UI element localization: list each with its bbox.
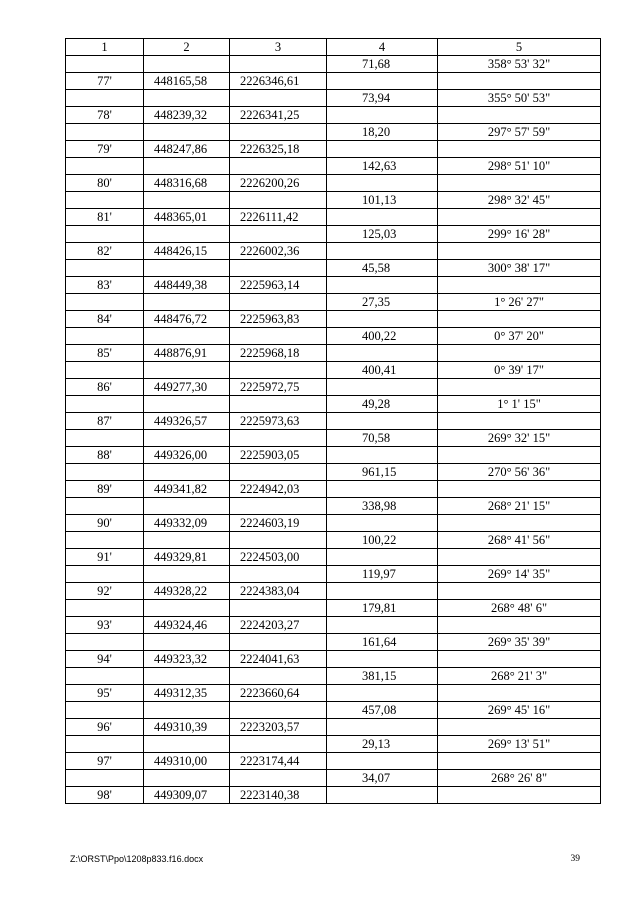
footer-page-number: 39 bbox=[570, 854, 580, 864]
x-coordinate-cell: 449341,82 bbox=[144, 481, 230, 498]
x-coordinate-cell: 449312,35 bbox=[144, 685, 230, 702]
y-coordinate-cell bbox=[230, 634, 327, 651]
point-id-cell bbox=[66, 736, 144, 753]
bearing-cell: 270° 56' 36" bbox=[438, 464, 601, 481]
point-id-cell bbox=[66, 770, 144, 787]
y-coordinate-cell: 2225903,05 bbox=[230, 447, 327, 464]
bearing-cell: 1° 1' 15" bbox=[438, 396, 601, 413]
y-coordinate-cell bbox=[230, 226, 327, 243]
point-id-cell bbox=[66, 430, 144, 447]
x-coordinate-cell bbox=[144, 192, 230, 209]
y-coordinate-cell: 2225972,75 bbox=[230, 379, 327, 396]
bearing-cell: 268° 21' 15" bbox=[438, 498, 601, 515]
distance-cell bbox=[327, 379, 438, 396]
point-id-cell bbox=[66, 498, 144, 515]
bearing-cell bbox=[438, 685, 601, 702]
bearing-cell: 269° 14' 35" bbox=[438, 566, 601, 583]
y-coordinate-cell: 2224942,03 bbox=[230, 481, 327, 498]
x-coordinate-cell: 449310,39 bbox=[144, 719, 230, 736]
point-id-cell: 89' bbox=[66, 481, 144, 498]
bearing-cell: 268° 21' 3" bbox=[438, 668, 601, 685]
table-row bbox=[66, 447, 601, 464]
point-id-cell: 92' bbox=[66, 583, 144, 600]
bearing-cell: 269° 35' 39" bbox=[438, 634, 601, 651]
x-coordinate-cell bbox=[144, 226, 230, 243]
bearing-cell bbox=[438, 515, 601, 532]
y-coordinate-cell bbox=[230, 770, 327, 787]
distance-cell: 29,13 bbox=[327, 736, 438, 753]
table-row bbox=[66, 226, 601, 243]
y-coordinate-cell: 2225973,63 bbox=[230, 413, 327, 430]
distance-cell bbox=[327, 617, 438, 634]
bearing-cell: 269° 32' 15" bbox=[438, 430, 601, 447]
y-coordinate-cell bbox=[230, 124, 327, 141]
distance-cell: 100,22 bbox=[327, 532, 438, 549]
bearing-cell bbox=[438, 549, 601, 566]
table-row bbox=[66, 209, 601, 226]
bearing-cell bbox=[438, 583, 601, 600]
table-row bbox=[66, 362, 601, 379]
bearing-cell bbox=[438, 617, 601, 634]
bearing-cell bbox=[438, 73, 601, 90]
x-coordinate-cell bbox=[144, 362, 230, 379]
y-coordinate-cell bbox=[230, 532, 327, 549]
point-id-cell: 81' bbox=[66, 209, 144, 226]
y-coordinate-cell: 2226346,61 bbox=[230, 73, 327, 90]
table-row bbox=[66, 481, 601, 498]
y-coordinate-cell: 2226200,26 bbox=[230, 175, 327, 192]
y-coordinate-cell bbox=[230, 362, 327, 379]
bearing-cell bbox=[438, 311, 601, 328]
distance-cell: 381,15 bbox=[327, 668, 438, 685]
x-coordinate-cell: 448876,91 bbox=[144, 345, 230, 362]
table-row bbox=[66, 634, 601, 651]
bearing-cell: 0° 39' 17" bbox=[438, 362, 601, 379]
distance-cell bbox=[327, 243, 438, 260]
x-coordinate-cell: 448426,15 bbox=[144, 243, 230, 260]
bearing-cell bbox=[438, 787, 601, 804]
point-id-cell: 78' bbox=[66, 107, 144, 124]
table-row bbox=[66, 141, 601, 158]
distance-cell bbox=[327, 583, 438, 600]
table-row bbox=[66, 345, 601, 362]
header-col-2: 2 bbox=[144, 39, 230, 56]
distance-cell bbox=[327, 515, 438, 532]
table-row bbox=[66, 192, 601, 209]
table-row bbox=[66, 413, 601, 430]
x-coordinate-cell bbox=[144, 56, 230, 73]
distance-cell: 18,20 bbox=[327, 124, 438, 141]
distance-cell: 457,08 bbox=[327, 702, 438, 719]
distance-cell bbox=[327, 73, 438, 90]
bearing-cell bbox=[438, 141, 601, 158]
table-row bbox=[66, 379, 601, 396]
point-id-cell bbox=[66, 328, 144, 345]
distance-cell bbox=[327, 481, 438, 498]
bearing-cell bbox=[438, 753, 601, 770]
distance-cell bbox=[327, 107, 438, 124]
header-col-3: 3 bbox=[230, 39, 327, 56]
distance-cell bbox=[327, 209, 438, 226]
distance-cell: 400,22 bbox=[327, 328, 438, 345]
table-row bbox=[66, 158, 601, 175]
bearing-cell bbox=[438, 209, 601, 226]
y-coordinate-cell: 2224603,19 bbox=[230, 515, 327, 532]
point-id-cell: 93' bbox=[66, 617, 144, 634]
distance-cell bbox=[327, 141, 438, 158]
distance-cell bbox=[327, 345, 438, 362]
x-coordinate-cell: 449309,07 bbox=[144, 787, 230, 804]
point-id-cell: 96' bbox=[66, 719, 144, 736]
y-coordinate-cell: 2224041,63 bbox=[230, 651, 327, 668]
y-coordinate-cell bbox=[230, 396, 327, 413]
point-id-cell bbox=[66, 634, 144, 651]
table-row bbox=[66, 600, 601, 617]
header-col-4: 4 bbox=[327, 39, 438, 56]
bearing-cell: 298° 51' 10" bbox=[438, 158, 601, 175]
y-coordinate-cell bbox=[230, 430, 327, 447]
table-row bbox=[66, 651, 601, 668]
x-coordinate-cell: 449323,32 bbox=[144, 651, 230, 668]
table-row bbox=[66, 515, 601, 532]
point-id-cell: 85' bbox=[66, 345, 144, 362]
table-row bbox=[66, 736, 601, 753]
x-coordinate-cell bbox=[144, 158, 230, 175]
distance-cell: 27,35 bbox=[327, 294, 438, 311]
y-coordinate-cell bbox=[230, 498, 327, 515]
table-row bbox=[66, 107, 601, 124]
bearing-cell: 297° 57' 59" bbox=[438, 124, 601, 141]
point-id-cell bbox=[66, 90, 144, 107]
bearing-cell bbox=[438, 379, 601, 396]
distance-cell: 179,81 bbox=[327, 600, 438, 617]
x-coordinate-cell: 448247,86 bbox=[144, 141, 230, 158]
distance-cell bbox=[327, 685, 438, 702]
point-id-cell bbox=[66, 600, 144, 617]
bearing-cell bbox=[438, 413, 601, 430]
x-coordinate-cell: 448365,01 bbox=[144, 209, 230, 226]
distance-cell bbox=[327, 311, 438, 328]
distance-cell bbox=[327, 753, 438, 770]
point-id-cell bbox=[66, 362, 144, 379]
x-coordinate-cell: 449332,09 bbox=[144, 515, 230, 532]
x-coordinate-cell bbox=[144, 430, 230, 447]
x-coordinate-cell: 448165,58 bbox=[144, 73, 230, 90]
distance-cell bbox=[327, 175, 438, 192]
x-coordinate-cell: 448316,68 bbox=[144, 175, 230, 192]
table-row bbox=[66, 787, 601, 804]
point-id-cell: 95' bbox=[66, 685, 144, 702]
point-id-cell: 79' bbox=[66, 141, 144, 158]
point-id-cell bbox=[66, 532, 144, 549]
bearing-cell: 0° 37' 20" bbox=[438, 328, 601, 345]
x-coordinate-cell: 448449,38 bbox=[144, 277, 230, 294]
x-coordinate-cell bbox=[144, 124, 230, 141]
table-row bbox=[66, 702, 601, 719]
table-row bbox=[66, 328, 601, 345]
bearing-cell: 355° 50' 53" bbox=[438, 90, 601, 107]
distance-cell: 400,41 bbox=[327, 362, 438, 379]
distance-cell bbox=[327, 447, 438, 464]
y-coordinate-cell: 2223203,57 bbox=[230, 719, 327, 736]
table-row bbox=[66, 124, 601, 141]
table-row bbox=[66, 668, 601, 685]
distance-cell: 338,98 bbox=[327, 498, 438, 515]
point-id-cell: 84' bbox=[66, 311, 144, 328]
table-row bbox=[66, 294, 601, 311]
distance-cell bbox=[327, 413, 438, 430]
y-coordinate-cell: 2225963,83 bbox=[230, 311, 327, 328]
x-coordinate-cell: 449329,81 bbox=[144, 549, 230, 566]
point-id-cell bbox=[66, 124, 144, 141]
x-coordinate-cell bbox=[144, 702, 230, 719]
table-row bbox=[66, 396, 601, 413]
y-coordinate-cell: 2226341,25 bbox=[230, 107, 327, 124]
table-row bbox=[66, 56, 601, 73]
y-coordinate-cell bbox=[230, 192, 327, 209]
table-row bbox=[66, 719, 601, 736]
table-row bbox=[66, 770, 601, 787]
distance-cell bbox=[327, 549, 438, 566]
x-coordinate-cell bbox=[144, 260, 230, 277]
x-coordinate-cell: 449277,30 bbox=[144, 379, 230, 396]
x-coordinate-cell: 449310,00 bbox=[144, 753, 230, 770]
bearing-cell bbox=[438, 719, 601, 736]
x-coordinate-cell bbox=[144, 328, 230, 345]
x-coordinate-cell: 449324,46 bbox=[144, 617, 230, 634]
table-body bbox=[66, 56, 601, 804]
y-coordinate-cell bbox=[230, 294, 327, 311]
bearing-cell bbox=[438, 651, 601, 668]
y-coordinate-cell bbox=[230, 464, 327, 481]
point-id-cell: 87' bbox=[66, 413, 144, 430]
point-id-cell bbox=[66, 396, 144, 413]
bearing-cell: 1° 26' 27" bbox=[438, 294, 601, 311]
y-coordinate-cell: 2226111,42 bbox=[230, 209, 327, 226]
bearing-cell bbox=[438, 277, 601, 294]
point-id-cell bbox=[66, 226, 144, 243]
x-coordinate-cell bbox=[144, 396, 230, 413]
x-coordinate-cell bbox=[144, 600, 230, 617]
y-coordinate-cell: 2226325,18 bbox=[230, 141, 327, 158]
point-id-cell bbox=[66, 260, 144, 277]
bearing-cell bbox=[438, 345, 601, 362]
table-row bbox=[66, 617, 601, 634]
distance-cell bbox=[327, 787, 438, 804]
x-coordinate-cell: 448476,72 bbox=[144, 311, 230, 328]
bearing-cell: 298° 32' 45" bbox=[438, 192, 601, 209]
x-coordinate-cell: 449328,22 bbox=[144, 583, 230, 600]
point-id-cell: 98' bbox=[66, 787, 144, 804]
y-coordinate-cell: 2224503,00 bbox=[230, 549, 327, 566]
distance-cell: 71,68 bbox=[327, 56, 438, 73]
distance-cell: 161,64 bbox=[327, 634, 438, 651]
distance-cell: 125,03 bbox=[327, 226, 438, 243]
point-id-cell bbox=[66, 294, 144, 311]
distance-cell: 70,58 bbox=[327, 430, 438, 447]
y-coordinate-cell: 2225963,14 bbox=[230, 277, 327, 294]
bearing-cell: 358° 53' 32" bbox=[438, 56, 601, 73]
x-coordinate-cell: 449326,00 bbox=[144, 447, 230, 464]
distance-cell bbox=[327, 651, 438, 668]
y-coordinate-cell: 2223140,38 bbox=[230, 787, 327, 804]
bearing-cell bbox=[438, 481, 601, 498]
bearing-cell: 299° 16' 28" bbox=[438, 226, 601, 243]
x-coordinate-cell bbox=[144, 464, 230, 481]
y-coordinate-cell: 2224203,27 bbox=[230, 617, 327, 634]
y-coordinate-cell bbox=[230, 158, 327, 175]
table-row bbox=[66, 532, 601, 549]
y-coordinate-cell: 2223174,44 bbox=[230, 753, 327, 770]
bearing-cell: 269° 13' 51" bbox=[438, 736, 601, 753]
bearing-cell: 300° 38' 17" bbox=[438, 260, 601, 277]
table-row bbox=[66, 243, 601, 260]
point-id-cell: 80' bbox=[66, 175, 144, 192]
point-id-cell: 77' bbox=[66, 73, 144, 90]
y-coordinate-cell: 2226002,36 bbox=[230, 243, 327, 260]
table-row bbox=[66, 90, 601, 107]
table-row bbox=[66, 549, 601, 566]
x-coordinate-cell bbox=[144, 498, 230, 515]
point-id-cell: 90' bbox=[66, 515, 144, 532]
table-row bbox=[66, 566, 601, 583]
distance-cell bbox=[327, 277, 438, 294]
table-row bbox=[66, 73, 601, 90]
point-id-cell: 88' bbox=[66, 447, 144, 464]
bearing-cell bbox=[438, 107, 601, 124]
table-row bbox=[66, 685, 601, 702]
y-coordinate-cell bbox=[230, 56, 327, 73]
y-coordinate-cell: 2223660,64 bbox=[230, 685, 327, 702]
y-coordinate-cell bbox=[230, 668, 327, 685]
y-coordinate-cell bbox=[230, 600, 327, 617]
bearing-cell: 268° 41' 56" bbox=[438, 532, 601, 549]
point-id-cell bbox=[66, 566, 144, 583]
distance-cell: 142,63 bbox=[327, 158, 438, 175]
header-col-1: 1 bbox=[66, 39, 144, 56]
y-coordinate-cell bbox=[230, 736, 327, 753]
table-row bbox=[66, 464, 601, 481]
y-coordinate-cell: 2224383,04 bbox=[230, 583, 327, 600]
y-coordinate-cell bbox=[230, 90, 327, 107]
table-row bbox=[66, 260, 601, 277]
table-row bbox=[66, 175, 601, 192]
distance-cell: 73,94 bbox=[327, 90, 438, 107]
y-coordinate-cell bbox=[230, 702, 327, 719]
distance-cell: 961,15 bbox=[327, 464, 438, 481]
distance-cell: 49,28 bbox=[327, 396, 438, 413]
table-row bbox=[66, 430, 601, 447]
y-coordinate-cell bbox=[230, 328, 327, 345]
point-id-cell bbox=[66, 702, 144, 719]
x-coordinate-cell: 449326,57 bbox=[144, 413, 230, 430]
bearing-cell: 268° 48' 6" bbox=[438, 600, 601, 617]
x-coordinate-cell bbox=[144, 532, 230, 549]
distance-cell: 34,07 bbox=[327, 770, 438, 787]
x-coordinate-cell bbox=[144, 294, 230, 311]
x-coordinate-cell bbox=[144, 668, 230, 685]
distance-cell: 119,97 bbox=[327, 566, 438, 583]
bearing-cell bbox=[438, 175, 601, 192]
point-id-cell: 97' bbox=[66, 753, 144, 770]
point-id-cell bbox=[66, 56, 144, 73]
point-id-cell: 91' bbox=[66, 549, 144, 566]
distance-cell: 45,58 bbox=[327, 260, 438, 277]
table-row bbox=[66, 583, 601, 600]
table-row bbox=[66, 498, 601, 515]
bearing-cell: 269° 45' 16" bbox=[438, 702, 601, 719]
x-coordinate-cell bbox=[144, 770, 230, 787]
point-id-cell: 83' bbox=[66, 277, 144, 294]
x-coordinate-cell bbox=[144, 566, 230, 583]
point-id-cell bbox=[66, 668, 144, 685]
table-header-row bbox=[66, 39, 601, 56]
y-coordinate-cell bbox=[230, 260, 327, 277]
footer-file-path: Z:\ORST\Ppo\1208p833.f16.docx bbox=[70, 854, 204, 864]
table-row bbox=[66, 277, 601, 294]
bearing-cell bbox=[438, 243, 601, 260]
y-coordinate-cell: 2225968,18 bbox=[230, 345, 327, 362]
x-coordinate-cell bbox=[144, 90, 230, 107]
y-coordinate-cell bbox=[230, 566, 327, 583]
bearing-cell bbox=[438, 447, 601, 464]
point-id-cell bbox=[66, 158, 144, 175]
distance-cell: 101,13 bbox=[327, 192, 438, 209]
header-col-5: 5 bbox=[438, 39, 601, 56]
point-id-cell bbox=[66, 464, 144, 481]
bearing-cell: 268° 26' 8" bbox=[438, 770, 601, 787]
point-id-cell: 94' bbox=[66, 651, 144, 668]
point-id-cell bbox=[66, 192, 144, 209]
x-coordinate-cell bbox=[144, 634, 230, 651]
x-coordinate-cell: 448239,32 bbox=[144, 107, 230, 124]
x-coordinate-cell bbox=[144, 736, 230, 753]
point-id-cell: 82' bbox=[66, 243, 144, 260]
table-row bbox=[66, 753, 601, 770]
point-id-cell: 86' bbox=[66, 379, 144, 396]
distance-cell bbox=[327, 719, 438, 736]
coordinates-table bbox=[65, 38, 601, 804]
table-row bbox=[66, 311, 601, 328]
